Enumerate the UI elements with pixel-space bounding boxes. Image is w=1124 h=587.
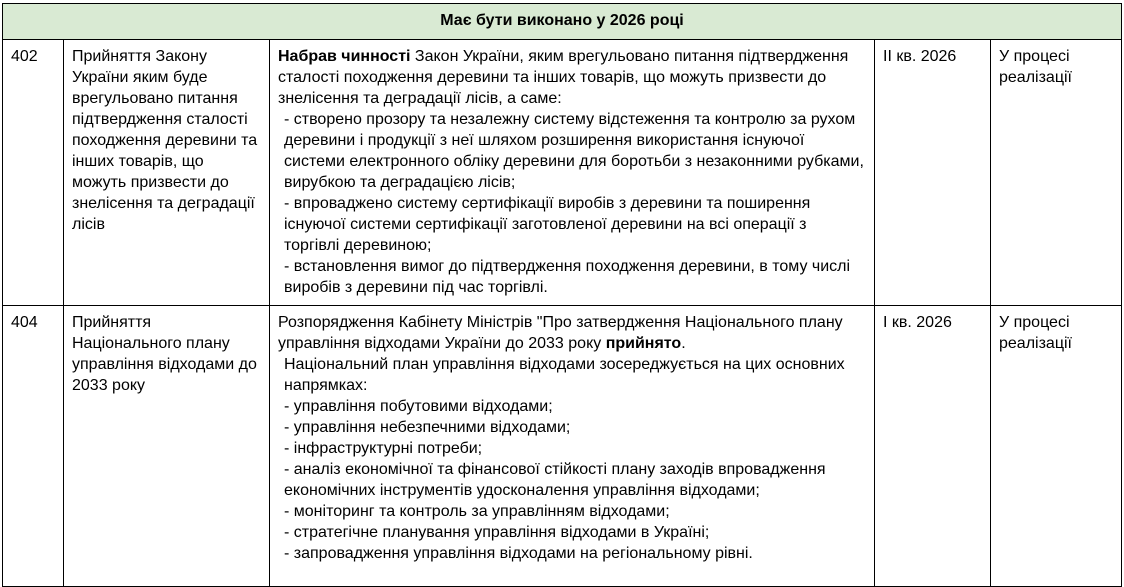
- details-item: - впроваджено систему сертифікації виробів з деревини та поширення існуючої системи сертифікації заготовленої деревини на всі операції з торгівлі деревиною;: [284, 195, 811, 254]
- row-number: 402: [3, 40, 64, 306]
- details-lead-text: Розпорядження Кабінету Міністрів "Про затвердження Національного плану управління відходами України до 2033 року: [278, 314, 843, 352]
- task-cell: Прийняття Закону України яким буде врегульовано питання підтвердження сталості походження деревини та інших товарів, що можуть призвести до знелісення та деградації лісів: [64, 40, 270, 306]
- details-lead-tail: .: [681, 335, 686, 352]
- row-number: 404: [3, 306, 64, 587]
- status-cell: У процесі реалізації: [991, 40, 1122, 306]
- status-lead-bold: Набрав чинності: [278, 48, 411, 65]
- table-row: [3, 40, 1122, 306]
- details-item: - управління побутовими відходами;: [284, 398, 553, 415]
- plan-table: [2, 3, 1122, 587]
- details-item: - моніторинг та контроль за управлінням відходами;: [284, 503, 670, 520]
- section-header: Має бути виконано у 2026 році: [3, 4, 1122, 40]
- details-lead-text: Закон України, яким врегульовано питання підтвердження сталості походження деревини та інших товарів, що можуть призвести до знелісення та деградації лісів, а саме:: [278, 48, 849, 107]
- details-item: - аналіз економічної та фінансової стійкості плану заходів впровадження економічних інструментів удосконалення управління відходами;: [284, 461, 826, 499]
- details-item: - управління небезпечними відходами;: [284, 419, 571, 436]
- details-item: - стратегічне планування управління відходами в Україні;: [284, 524, 710, 541]
- status-cell: У процесі реалізації: [991, 306, 1122, 587]
- deadline-cell: ІІ кв. 2026: [875, 40, 991, 306]
- details-intro: Національний план управління відходами зосереджується на цих основних напрямках:: [284, 356, 845, 394]
- table-row: [3, 306, 1122, 587]
- status-inline-bold: прийнято: [605, 335, 682, 352]
- details-cell: [270, 40, 875, 306]
- deadline-cell: І кв. 2026: [875, 306, 991, 587]
- details-cell: [270, 306, 875, 587]
- section-header-row: [3, 4, 1122, 40]
- task-cell: Прийняття Національного плану управління відходами до 2033 року: [64, 306, 270, 587]
- details-item: - інфраструктурні потреби;: [284, 440, 483, 457]
- details-item: - встановлення вимог до підтвердження походження деревини, в тому числі виробів з деревини під час торгівлі.: [284, 258, 851, 296]
- details-item: - запровадження управління відходами на регіональному рівні.: [284, 545, 753, 562]
- details-item: - створено прозору та незалежну систему відстеження та контролю за рухом деревини і продукції з неї шляхом розширення використання існуючої системи електронного обліку деревини для боротьби з незаконними рубками, вирубкою та деградацією лісів;: [284, 111, 864, 191]
